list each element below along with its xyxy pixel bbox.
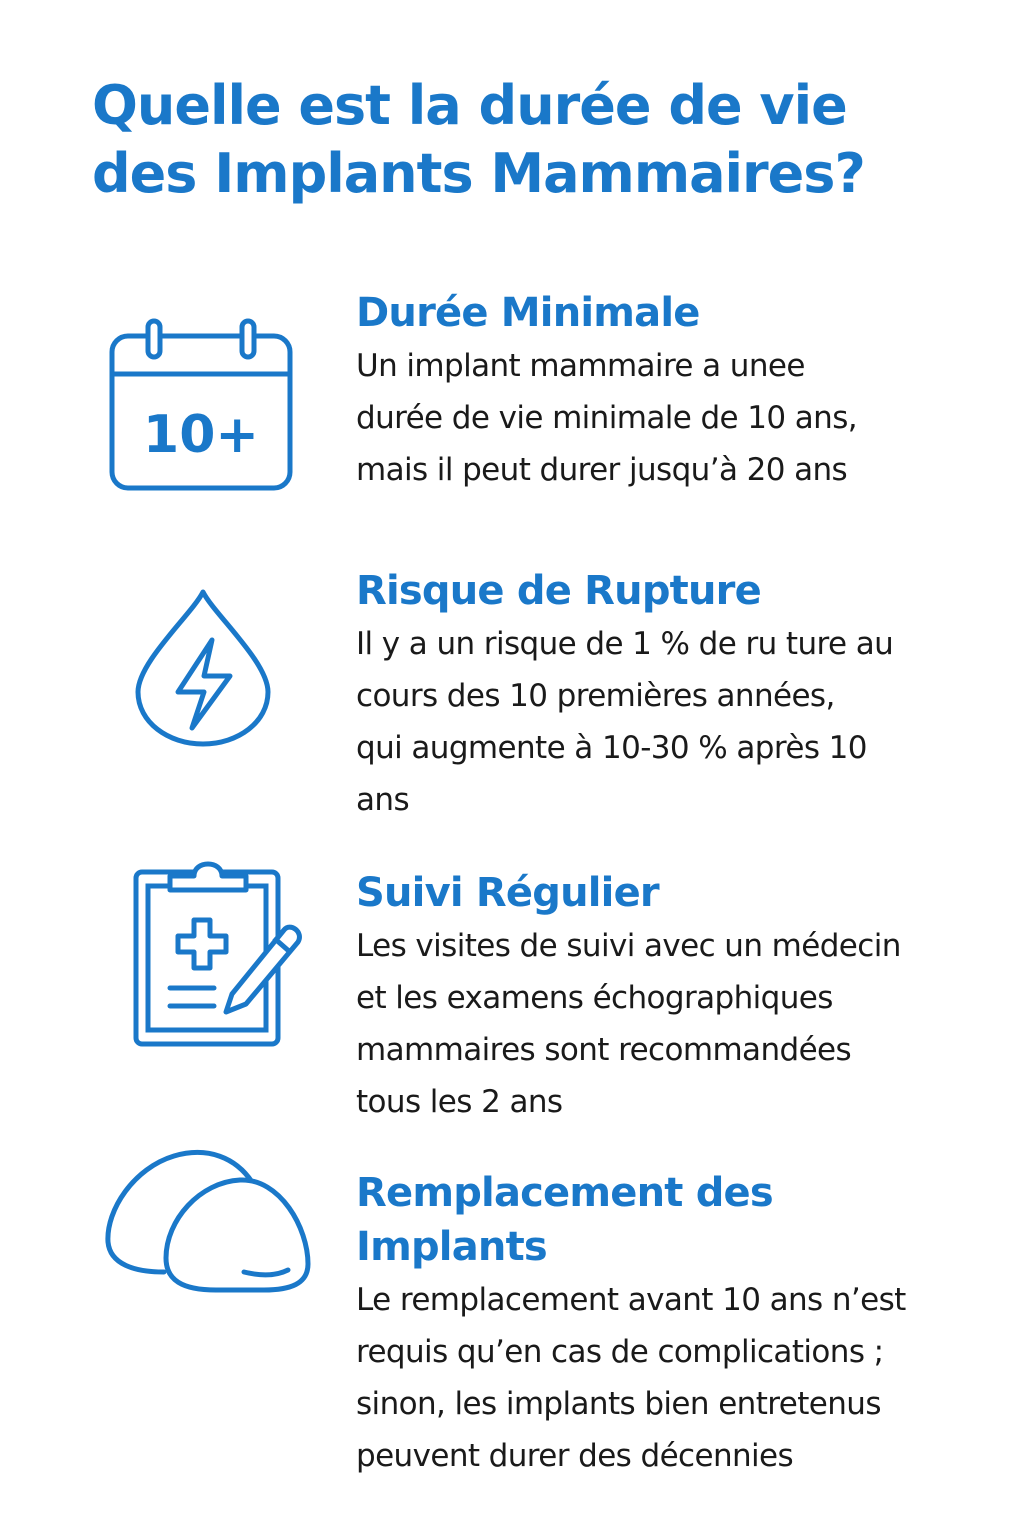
section-body	[356, 1274, 996, 1482]
section-risque-rupture-text	[356, 564, 996, 826]
section-body-line: sinon, les implants bien entretenus	[356, 1386, 881, 1422]
section-body-line: Le remplacement avant 10 ans n’est	[356, 1282, 906, 1318]
section-heading	[356, 286, 996, 340]
section-body	[356, 920, 996, 1128]
section-remplacement-text	[356, 1166, 996, 1482]
page-title-line-2: des Implants Mammaires?	[92, 142, 865, 205]
section-heading-line: Risque de Rupture	[356, 568, 761, 614]
section-heading	[356, 564, 996, 618]
section-heading	[356, 1166, 996, 1274]
section-body-line: ans	[356, 782, 409, 818]
section-suivi-regulier-text	[356, 866, 996, 1128]
section-body-line: qui augmente à 10-30 % après 10	[356, 730, 867, 766]
section-body-line: cours des 10 premières années,	[356, 678, 835, 714]
clipboard-medical-icon	[132, 852, 308, 1048]
section-heading-line: Suivi Régulier	[356, 870, 659, 916]
section-heading-line: Implants	[356, 1224, 547, 1270]
section-body-line: Les visites de suivi avec un médecin	[356, 928, 901, 964]
drop-lightning-icon	[134, 588, 272, 748]
section-body-line: mammaires sont recommandées	[356, 1032, 852, 1068]
section-duree-minimale-text	[356, 286, 996, 496]
section-body-line: Il y a un risque de 1 % de ru ture au	[356, 626, 894, 662]
section-heading-line: Durée Minimale	[356, 290, 700, 336]
section-body-line: mais il peut durer jusqu’à 20 ans	[356, 452, 848, 488]
calendar-icon	[108, 318, 294, 494]
implants-icon	[104, 1148, 312, 1296]
section-body-line: durée de vie minimale de 10 ans,	[356, 400, 858, 436]
calendar-icon-label: 10+	[143, 405, 259, 465]
page-title-line-1: Quelle est la durée de vie	[92, 74, 847, 137]
page-title	[92, 72, 992, 208]
section-body-line: tous les 2 ans	[356, 1084, 563, 1120]
section-body-line: et les examens échographiques	[356, 980, 833, 1016]
section-body-line: requis qu’en cas de complications ;	[356, 1334, 884, 1370]
section-heading	[356, 866, 996, 920]
section-body	[356, 340, 996, 496]
section-body-line: Un implant mammaire a unee	[356, 348, 805, 384]
section-body	[356, 618, 996, 826]
section-body-line: peuvent durer des décennies	[356, 1438, 794, 1474]
section-heading-line: Remplacement des	[356, 1170, 773, 1216]
